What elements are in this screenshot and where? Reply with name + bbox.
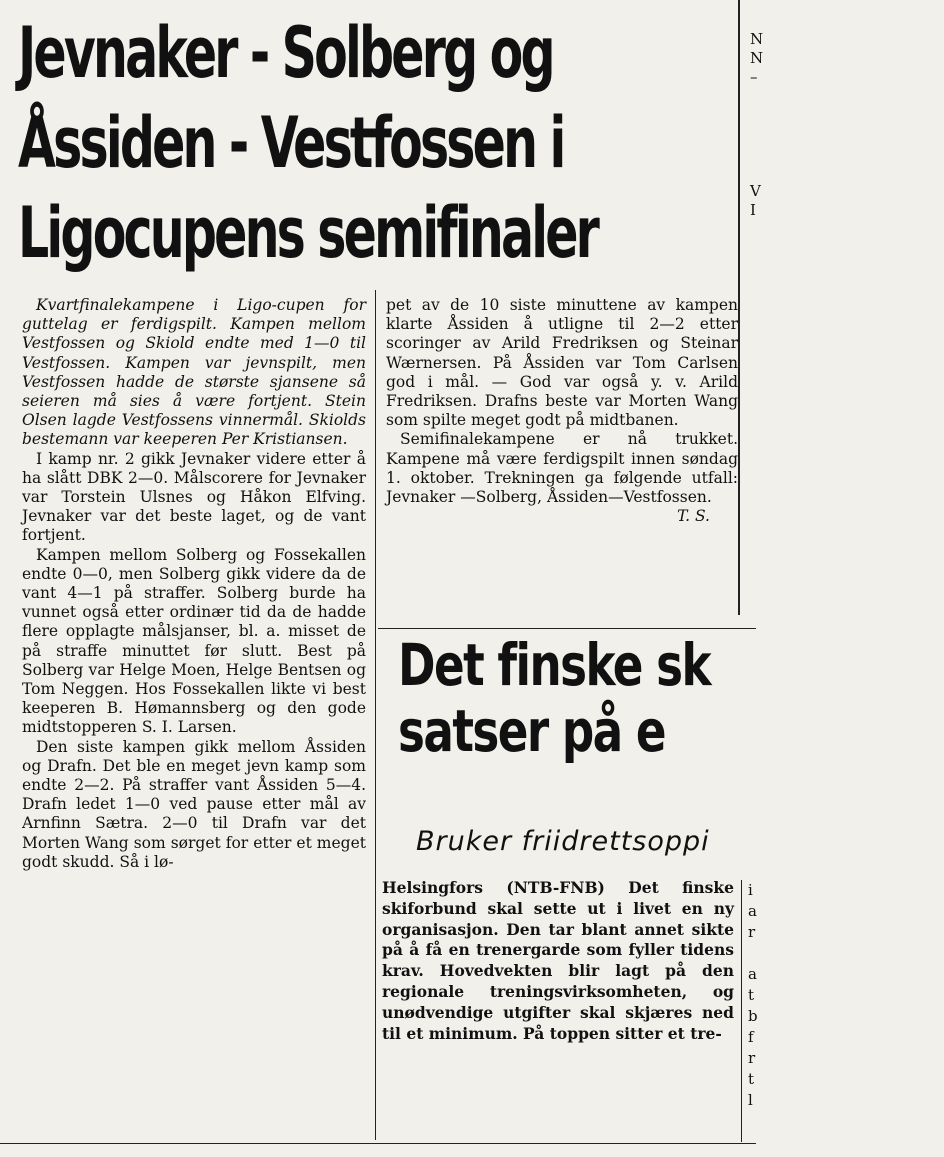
second-article-body xyxy=(382,878,734,1044)
column-divider-middle xyxy=(375,290,376,1140)
draw-paragraph: Semifinalekampene er nå trukket. Kampene må være ferdigspilt innen søndag 1. oktober. Trekningen ga følgende utfall: Jevnaker —Solberg, Åssiden—Vestfossen. xyxy=(386,430,738,507)
edge-fragments-top: N N – V I xyxy=(750,30,764,219)
main-headline xyxy=(18,8,738,278)
article-separator xyxy=(378,628,756,629)
headline-line-2: Åssiden - Vestfossen i xyxy=(18,102,564,184)
article-column-2 xyxy=(386,296,738,526)
edge-fragments-bottom: i a r a t b f r t l xyxy=(748,881,758,1109)
column-divider-top xyxy=(738,0,740,615)
bottom-rule xyxy=(0,1143,756,1144)
author-signature: T. S. xyxy=(677,507,710,526)
body-paragraph-3: Den siste kampen gikk mellom Åssiden og Drafn. Det ble en meget jevn kamp som endte 2—2. På straffer vant Åssiden 5—4. Drafn ledet 1—0 ved pause etter mål av Arnfinn Sætra. 2—0 til Drafn var det Morten Wang som sørget for etter et meget godt skudd. Så i lø- xyxy=(22,737,366,871)
second-headline-line-1: Det finske sk xyxy=(398,631,710,699)
intro-paragraph: Kvartfinalekampene i Ligo-cupen for guttelag er ferdigspilt. Kampen mellom Vestfossen og Skiold endte med 1—0 til Vestfossen. Kampen var jevnspilt, men Vestfossen hadde de største sjansene så seieren må sies å være fortjent. Stein Olsen lagde Vestfossens vinnermål. Skiolds bestemann var keeperen Per Kristiansen. xyxy=(22,296,366,449)
second-subheadline: Bruker friidrettsoppi xyxy=(416,826,710,857)
headline-line-1: Jevnaker - Solberg og xyxy=(18,12,553,94)
headline-line-3: Ligocupens semifinaler xyxy=(18,192,598,274)
second-headline-line-2: satser på e xyxy=(398,697,665,765)
body-paragraph-1: I kamp nr. 2 gikk Jevnaker videre etter å ha slått DBK 2—0. Målscorere for Jevnaker var Torstein Ulsnes og Håkon Elfving. Jevnaker var det beste laget, og de vant fortjent. xyxy=(22,449,366,545)
continued-paragraph: pet av de 10 siste minuttene av kampen klarte Åssiden å utligne til 2—2 etter scoringer av Arild Fredriksen og Steinar Wærnersen. På Åssiden var Tom Carlsen god i mål. — God var også y. v. Arild Fredriksen. Drafns beste var Morten Wang som spilte meget godt på midtbanen. xyxy=(386,296,738,430)
column-divider-right xyxy=(741,880,742,1142)
article-column-1 xyxy=(22,296,366,872)
body-paragraph-2: Kampen mellom Solberg og Fossekallen endte 0—0, men Solberg gikk videre da de vant 4—1 på straffer. Solberg burde ha vunnet også etter ordinær tid da de hadde flere opplagte målsjanser, bl. a. misset de på straffe minuttet før slutt. Best på Solberg var Helge Moen, Helge Bentsen og Tom Neggen. Hos Fossekallen likte vi best keeperen B. Hømannsberg og den gode midtstopperen S. I. Larsen. xyxy=(22,545,366,737)
second-headline xyxy=(398,632,944,764)
second-article-paragraph: Helsingfors (NTB-FNB) Det finske skiforbund skal sette ut i livet en ny organisasjon. Den tar blant annet sikte på å få en trenergarde som fyller tidens krav. Hovedvekten blir lagt på den regionale treningsvirksomheten, og unødvendige utgifter skal skjæres ned til et minimum. På toppen sitter et tre- xyxy=(382,878,734,1043)
